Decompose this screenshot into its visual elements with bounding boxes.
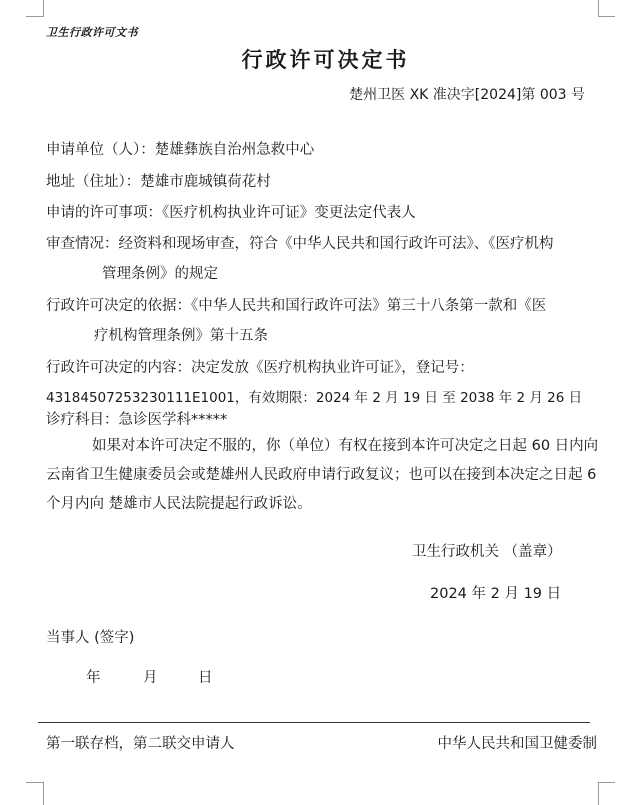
crop-mark-top-left [26, 0, 44, 17]
document-title: 行政许可决定书 [241, 47, 410, 72]
signing-authority: 卫生行政机关 （盖章） [412, 544, 562, 560]
party-signature-label: 当事人 (签字) [46, 630, 135, 646]
document-number: 楚州卫医 XK 准决字[2024]第 003 号 [349, 87, 585, 103]
basis-line-1: 行政许可决定的依据：《中华人民共和国行政许可法》第三十八条第一款和《医 [46, 298, 547, 314]
review-line-1: 审查情况：经资料和现场审查，符合《中华人民共和国行政许可法》、《医疗机构 [46, 236, 554, 252]
party-month-label: 月 [143, 670, 158, 686]
document-type-label: 卫生行政许可文书 [46, 26, 138, 39]
decision-content-line-3: 诊疗科目：急诊医学科***** [46, 412, 228, 428]
permit-item-line: 申请的许可事项：《医疗机构执业许可证》变更法定代表人 [46, 205, 416, 221]
party-year-label: 年 [86, 670, 101, 686]
crop-mark-bottom-left [26, 782, 44, 805]
review-line-2: 管理条例》的规定 [102, 266, 218, 282]
crop-mark-top-right [598, 0, 615, 17]
signing-date: 2024 年 2 月 19 日 [430, 586, 562, 602]
copy-distribution-note: 第一联存档，第二联交申请人 [46, 736, 235, 752]
party-day-label: 日 [198, 670, 213, 686]
address-line: 地址（住址）：楚雄市鹿城镇荷花村 [46, 174, 271, 190]
basis-line-2: 疗机构管理条例》第十五条 [94, 328, 268, 344]
appeal-notice: 如果对本许可决定不服的，你（单位）有权在接到本许可决定之日起 60 日内向云南省卫生健康委员会或楚雄州人民政府申请行政复议；也可以在接到本决定之日起 6 个月内向 楚雄市人民法院提起行政诉讼。 [46, 438, 599, 512]
applicant-line: 申请单位（人）：楚雄彝族自治州急救中心 [46, 142, 315, 158]
decision-content-line-2: 43184507253230111E1001，有效期限：2024 年 2 月 19 日 至 2038 年 2 月 26 日 [46, 390, 583, 406]
issuer-note: 中华人民共和国卫健委制 [437, 736, 597, 752]
decision-content-line-1: 行政许可决定的内容：决定发放《医疗机构执业许可证》，登记号： [46, 360, 474, 376]
footer-divider [38, 722, 590, 723]
crop-mark-bottom-right [598, 782, 615, 805]
